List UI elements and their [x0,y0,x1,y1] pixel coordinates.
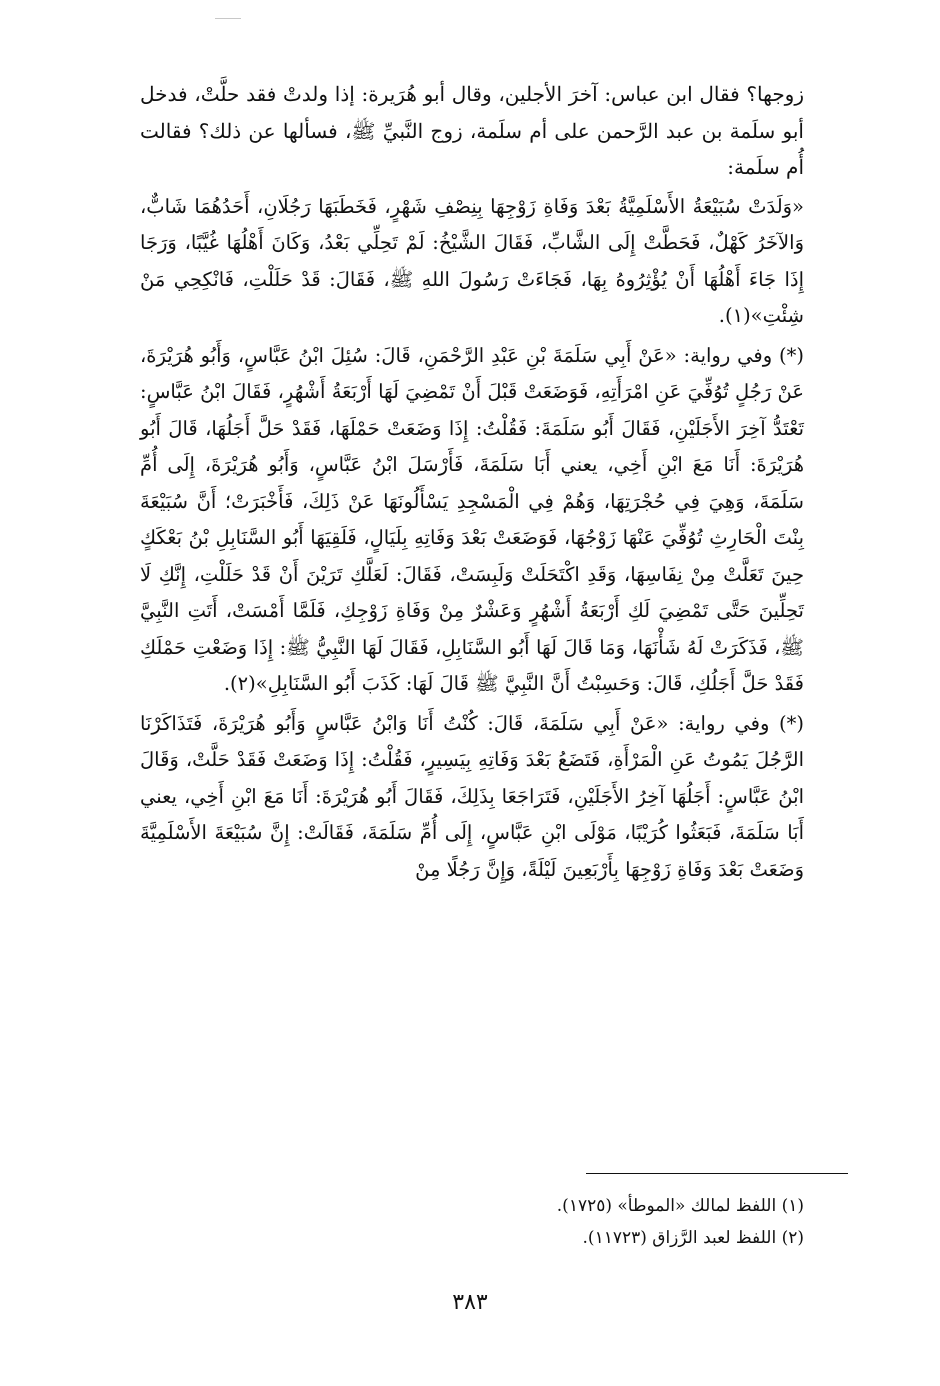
page-number: ٣٨٣ [452,1290,488,1315]
paragraph-hadith-1: «وَلَدَتْ سُبَيْعَةُ الأَسْلَمِيَّةُ بَعْدَ وَفَاةِ زَوْجِهَا بِنِصْفِ شَهْرٍ، فَخَطَبَهَا رَجُلَانِ، أَحَدُهُمَا شَابٌّ، وَالآخَرُ كَهْلٌ، فَحَطَّتْ إِلَى الشَّابِّ، فَقَالَ الشَّيْخُ: لَمْ تَحِلِّي بَعْدُ، وَكَانَ أَهْلُهَا غُيَّبًا، وَرَجَا إِذَا جَاءَ أَهْلُهَا أَنْ يُؤْثِرُوهُ بِهَا، فَجَاءَتْ رَسُولَ اللهِ ﷺ، فَقَالَ: قَدْ حَلَلْتِ، فَانْكِحِي مَنْ شِئْتِ»(١). [140,194,804,327]
footnote-1: (١) اللفظ لمالك «الموطأ» (١٧٢٥). [556,1196,804,1216]
paragraph-riwaya-1: (*) وفي رواية: «عَنْ أَبِي سَلَمَةَ بْنِ عَبْدِ الرَّحْمَنِ، قَالَ: سُئِلَ ابْنُ عَبَّاسٍ، وَأَبُو هُرَيْرَةَ، عَنْ رَجُلٍ تُوُفِّيَ عَنِ امْرَأَتِهِ، فَوَضَعَتْ قَبْلَ أَنْ تَمْضِيَ لَهَا أَرْبَعَةُ أَشْهُرٍ، فَقَالَ ابْنُ عَبَّاسٍ: تَعْتَدُّ آخِرَ الأَجَلَيْنِ، فَقَالَ أَبُو سَلَمَةَ: فَقُلْتُ: إِذَا وَضَعَتْ حَمْلَهَا، فَقَدْ حَلَّ أَجَلُهَا، قَالَ أَبُو هُرَيْرَةَ: أَنَا مَعَ ابْنِ أَخِي، يعني أَبَا سَلَمَةَ، فَأَرْسَلَ ابْنُ عَبَّاسٍ، وَأَبُو هُرَيْرَةَ، إِلَى أُمِّ سَلَمَةَ، وَهِيَ فِي حُجْرَتِهَا، وَهُمْ فِي الْمَسْجِدِ يَسْأَلُونَهَا عَنْ ذَلِكَ، فَأَخْبَرَتْ؛ أَنَّ سُبَيْعَةَ بِنْتَ الْحَارِثِ تُوُفِّيَ عَنْهَا زَوْجُهَا، فَوَضَعَتْ بَعْدَ وَفَاتِهِ بِلَيَالٍ، فَلَقِيَهَا أَبُو السَّنَابِلِ بْنُ بَعْكَكٍ حِينَ تَعَلَّتْ مِنْ نِفَاسِهَا، وَقَدِ اكْتَحَلَتْ وَلَبِسَتْ، فَقَالَ: لَعَلَّكِ تَرَيْنَ أَنْ قَدْ حَلَلْتِ، إِنَّكِ لَا تَحِلِّينَ حَتَّى تَمْضِيَ لَكِ أَرْبَعَةُ أَشْهُرٍ وَعَشْرٌ مِنْ وَفَاةِ زَوْجِكِ، فَلَمَّا أَمْسَتْ، أَتَتِ النَّبِيَّ ﷺ، فَذَكَرَتْ لَهُ شَأْنَهَا، وَمَا قَالَ لَهَا أَبُو السَّنَابِلِ، فَقَالَ لَهَا النَّبِيُّ ﷺ: إِذَا وَضَعْتِ حَمْلَكِ فَقَدْ حَلَّ أَجَلُكِ، قَالَ: وَحَسِبْتُ أَنَّ النَّبِيَّ ﷺ قَالَ لَهَا: كَذَبَ أَبُو السَّنَابِلِ»(٢). [140,343,804,695]
footnotes [140,1190,804,1254]
paragraph-riwaya-2: (*) وفي رواية: «عَنْ أَبِي سَلَمَةَ، قَالَ: كُنْتُ أَنَا وَابْنُ عَبَّاسٍ وَأَبُو هُرَيْرَةَ، فَتَذَاكَرْنَا الرَّجُلَ يَمُوتُ عَنِ الْمَرْأَةِ، فَتَضَعُ بَعْدَ وَفَاتِهِ بِيَسِيرٍ، فَقُلْتُ: إِذَا وَضَعَتْ فَقَدْ حَلَّتْ، وَقَالَ ابْنُ عَبَّاسٍ: أَجَلُهَا آخِرُ الأَجَلَيْنِ، فَتَرَاجَعَا بِذَلِكَ، فَقَالَ أَبُو هُرَيْرَةَ: أَنَا مَعَ ابْنِ أَخِي، يعني أَبَا سَلَمَةَ، فَبَعَثُوا كُرَيْبًا، مَوْلَى ابْنِ عَبَّاسٍ، إِلَى أُمِّ سَلَمَةَ، فَقَالَتْ: إِنَّ سُبَيْعَةَ الأَسْلَمِيَّةَ وَضَعَتْ بَعْدَ وَفَاةِ زَوْجِهَا بِأَرْبَعِينَ لَيْلَةً، وَإِنَّ رَجُلًا مِنْ [140,711,804,881]
footnote-separator [586,1173,848,1174]
paragraph-intro: زوجها؟ فقال ابن عباس: آخرَ الأجلين، وقال أبو هُرَيرة: إذا ولدتْ فقد حلَّتْ، فدخل أبو سلَمة بن عبد الرَّحمن على أم سلَمة، زوج النَّبيِّ ﷺ، فسألها عن ذلك؟ فقالت أُم سلَمة: [140,82,804,179]
top-margin-mark [215,18,241,19]
main-text-block [140,76,804,891]
footnote-2: (٢) اللفظ لعبد الرَّزاق (١١٧٢٣). [582,1228,804,1248]
